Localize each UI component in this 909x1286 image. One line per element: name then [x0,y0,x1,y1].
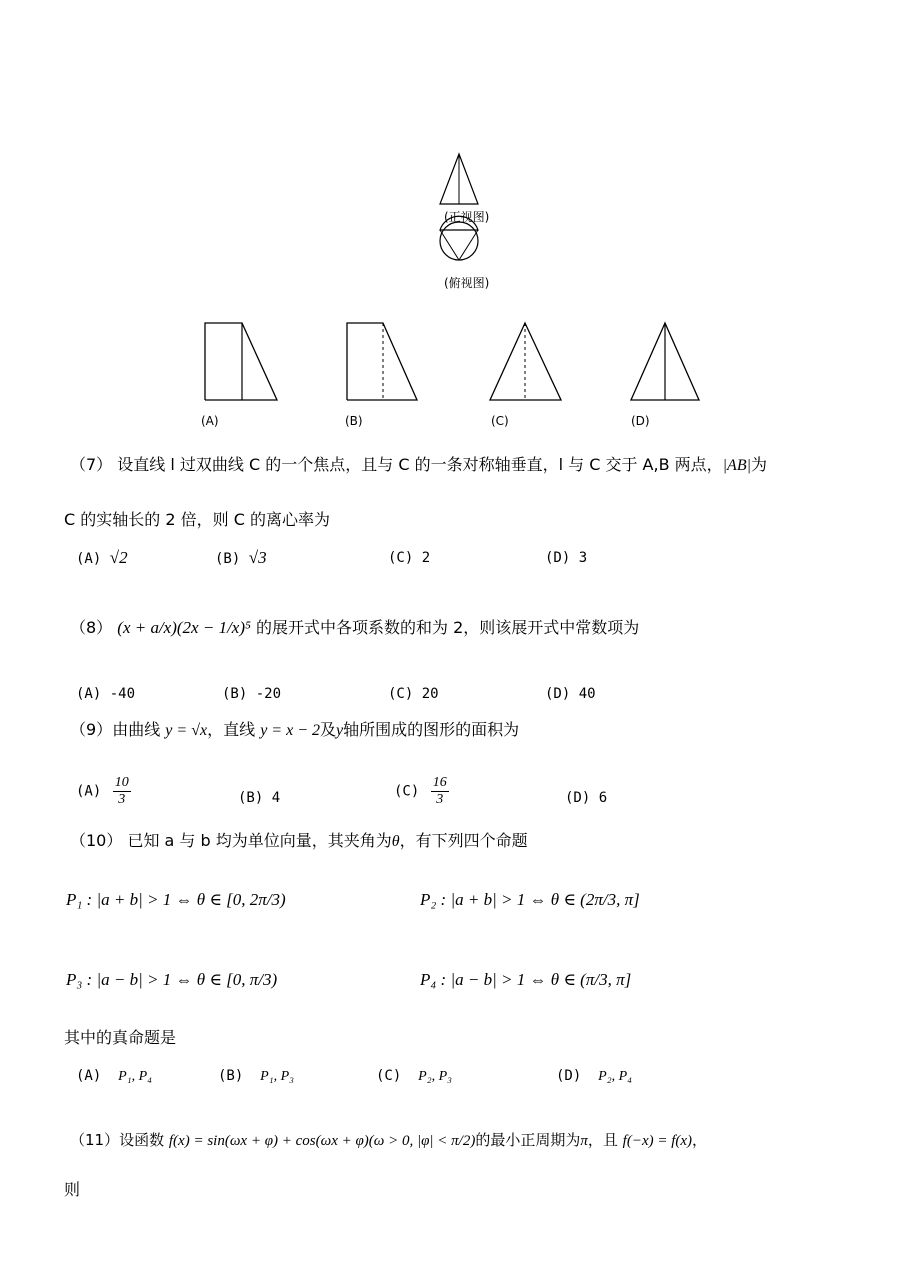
q10-conclusion: 其中的真命题是 [64,1028,177,1047]
proposition-p2: P₂ : |a + b| > 1 ⇔ θ ∈ (2π/3, π] [420,890,640,909]
q9-option-a: (A) $\frac{10}{3}$ [76,775,129,807]
q9-option-b: (B) 4 [238,790,281,806]
q9-curve: y = √x [165,722,208,739]
front-view-label: (正视图) [444,210,490,224]
q9-option-c: (C) $\frac{16}{3}$ [394,775,447,807]
proposition-p1: P₁ : |a + b| > 1 ⇔ θ ∈ [0, 2π/3) [66,890,286,909]
q9-line: y = x − 2 [260,722,320,739]
q10-option-a: (A) P₁, P₄ [76,1068,152,1084]
choice-b-label: (B) [345,414,363,428]
choice-c-label: (C) [491,414,509,428]
q10-option-d: (D) P₂, P₄ [556,1068,632,1084]
q7-option-c: (C) 2 [388,550,431,566]
q8-option-b: (B) -20 [222,686,282,702]
q9-axis: y [336,722,344,739]
q7-option-a: (A) √2 [76,548,128,567]
q11-condition: f(−x) = f(x) [622,1133,693,1149]
q10-option-b: (B) P₁, P₃ [218,1068,294,1084]
q8-number: （8） [70,618,113,637]
choice-b-drawing [347,323,417,400]
q10-stem: （10） 已知 a 与 b 均为单位向量，其夹角为θ，有下列四个命题 [70,831,528,850]
side-view-drawings [195,318,715,408]
choice-d-drawing [631,323,699,400]
choice-a-label: (A) [201,414,219,428]
q8-stem-text: 的展开式中各项系数的和为 2，则该展开式中常数项为 [256,618,640,637]
q11-stem: （11）设函数 f(x) = sin(ωx + φ) + cos(ωx + φ)(ω > 0, |φ| < π/2)的最小正周期为π，且 f(−x) = f(x)， [70,1131,708,1149]
choice-d-label: (D) [631,414,650,428]
q11-line2: 则 [64,1180,81,1199]
q7-stem-line2: C 的实轴长的 2 倍，则 C 的离心率为 [64,510,330,529]
top-view-label: (俯视图) [444,276,490,290]
q11-function: f(x) = sin(ωx + φ) + cos(ωx + φ)(ω > 0, |φ| < π/2) [168,1133,476,1149]
q8-option-d: (D) 40 [545,686,596,702]
q8-option-c: (C) 20 [388,686,439,702]
q7-stem [70,455,767,476]
q8-option-a: (A) -40 [76,686,136,702]
choice-a-drawing [205,323,277,400]
q7-stem-text: （7） 设直线 l 过双曲线 C 的一个焦点，且与 C 的一条对称轴垂直，l 与 C 交于 A,B 两点， [70,455,723,474]
three-view-figure [420,140,500,290]
q9-stem: （9）由曲线 y = √x，直线 y = x − 2及y轴所围成的图形的面积为 [70,720,520,739]
q7-option-d: (D) 3 [545,550,588,566]
choice-c-drawing [490,323,561,400]
proposition-p3: P₃ : |a − b| > 1 ⇔ θ ∈ [0, π/3) [66,970,278,989]
q7-stem-tail: 为 [750,455,767,474]
side-view-choices [195,318,715,433]
q10-option-c: (C) P₂, P₃ [376,1068,452,1084]
q8-stem [70,618,639,638]
q8-expression: (x + a/x)(2x − 1/x)⁵ [117,618,251,637]
proposition-p4: P₄ : |a − b| > 1 ⇔ θ ∈ (π/3, π] [420,970,632,989]
q7-option-b: (B) √3 [215,548,267,567]
q7-abs-ab: |AB| [722,457,751,474]
q9-option-d: (D) 6 [565,790,608,806]
